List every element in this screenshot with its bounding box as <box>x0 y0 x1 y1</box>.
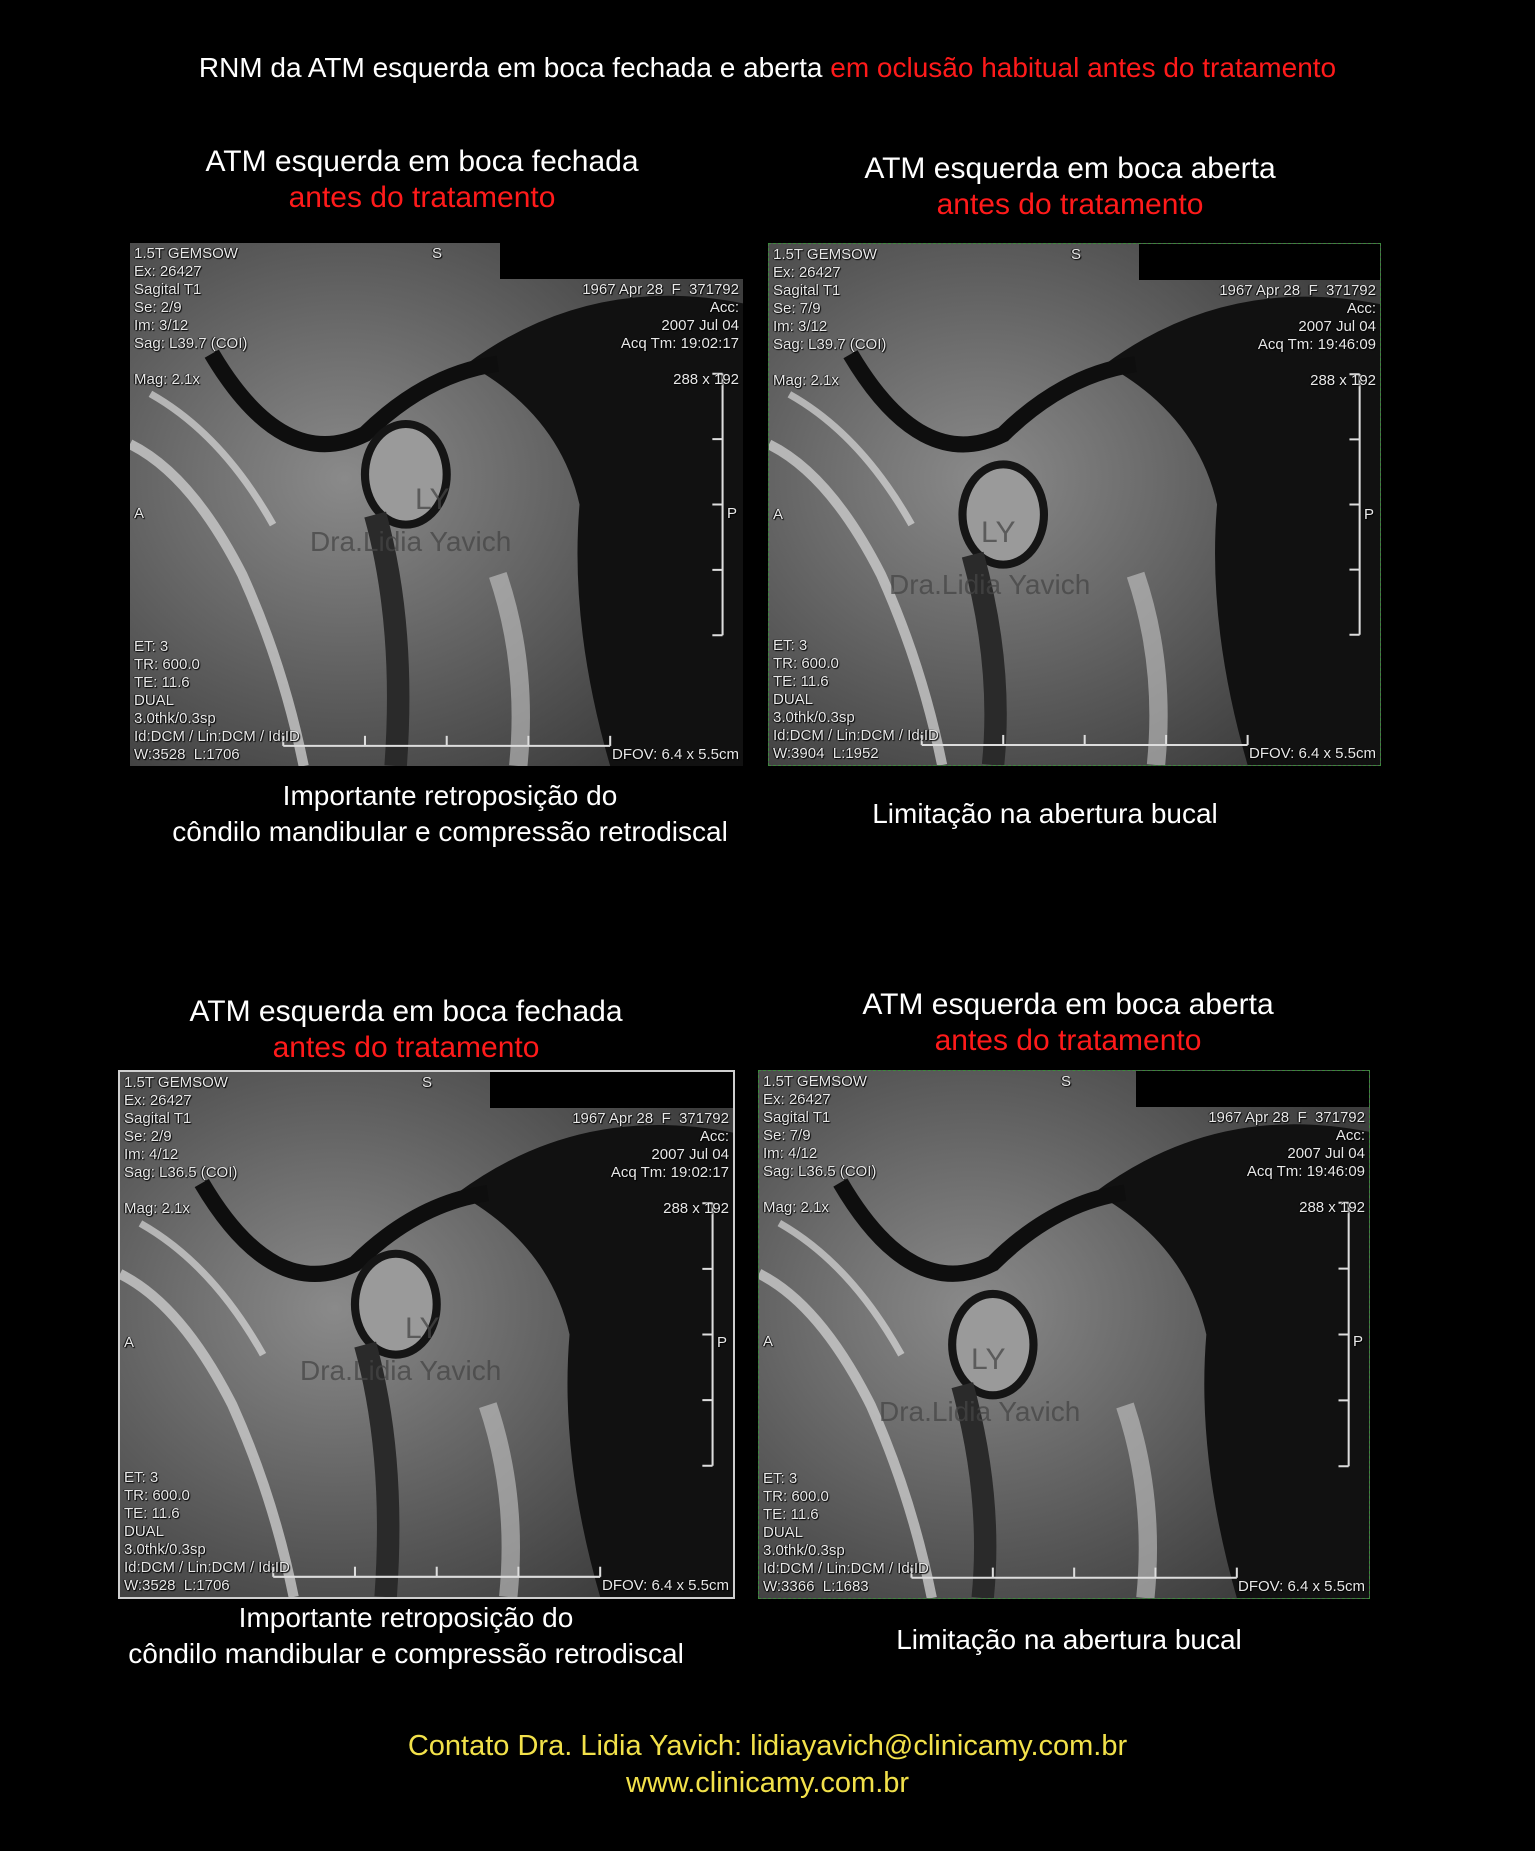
panel-subheading-text: antes do tratamento <box>936 188 1204 221</box>
scan-info-bottom-right: DFOV: 6.4 x 5.5cm <box>1249 745 1376 762</box>
scan-info-top-left: 1.5T GEMSOW Ex: 26427 Sagital T1 Se: 2/9 Im: 3/12 Sag: L39.7 (COI) Mag: 2.1x <box>134 245 248 388</box>
corner-mask <box>500 243 743 279</box>
watermark-name: Dra.Lidia Yavich <box>879 1396 1081 1427</box>
contact-website-link[interactable]: www.clinicamy.com.br <box>625 1767 910 1799</box>
panel-1-heading <box>122 144 722 216</box>
watermark-initials: LY <box>405 1312 440 1345</box>
orientation-superior-label: S <box>1061 1073 1072 1090</box>
orientation-posterior-label: P <box>726 505 737 522</box>
orientation-superior-label: S <box>422 1074 433 1091</box>
title-highlight: em oclusão habitual antes do tratamento <box>830 52 1337 83</box>
panel-3-heading <box>106 994 706 1066</box>
caption-line: côndilo mandibular e compressão retrodiscal <box>172 816 728 847</box>
scan-info-top-right: 1967 Apr 28 F 371792 Acc: 2007 Jul 04 Acq Tm: 19:02:17 288 x 192 <box>582 281 739 388</box>
scan-info-bottom-right: DFOV: 6.4 x 5.5cm <box>1238 1578 1365 1595</box>
contact-email-line[interactable]: Contato Dra. Lidia Yavich: lidiayavich@clinicamy.com.br <box>407 1730 1128 1762</box>
corner-mask <box>1136 1071 1369 1107</box>
mri-scan-2 <box>768 243 1381 766</box>
caption-line: Importante retroposição do <box>282 780 618 811</box>
scan-info-top-left: 1.5T GEMSOW Ex: 26427 Sagital T1 Se: 7/9 Im: 4/12 Sag: L36.5 (COI) Mag: 2.1x <box>763 1073 877 1216</box>
orientation-posterior-label: P <box>716 1334 727 1351</box>
panel-3-caption <box>76 1600 736 1672</box>
mri-scan-3 <box>118 1070 735 1599</box>
panel-4-heading <box>768 987 1368 1059</box>
panel-subheading-text: antes do tratamento <box>934 1024 1202 1057</box>
panel-2-heading <box>770 151 1370 223</box>
contact-block <box>0 1728 1535 1802</box>
panel-heading-text: ATM esquerda em boca aberta <box>862 988 1274 1021</box>
orientation-anterior-label: A <box>763 1333 774 1350</box>
corner-mask <box>1139 244 1380 280</box>
orientation-posterior-label: P <box>1363 506 1374 523</box>
orientation-posterior-label: P <box>1352 1333 1363 1350</box>
orientation-anterior-label: A <box>773 506 784 523</box>
mri-scan-1 <box>130 243 743 766</box>
panel-subheading-text: antes do tratamento <box>272 1031 540 1064</box>
caption-line: Importante retroposição do <box>238 1602 574 1633</box>
panel-heading-text: ATM esquerda em boca fechada <box>189 995 623 1028</box>
title-main: RNM da ATM esquerda em boca fechada e aberta <box>198 52 831 83</box>
watermark-initials: LY <box>971 1343 1006 1376</box>
corner-mask <box>490 1072 733 1108</box>
orientation-anterior-label: A <box>134 505 145 522</box>
scan-info-top-right: 1967 Apr 28 F 371792 Acc: 2007 Jul 04 Acq Tm: 19:02:17 288 x 192 <box>572 1110 729 1217</box>
scan-info-bottom-left: ET: 3 TR: 600.0 TE: 11.6 DUAL 3.0thk/0.3sp Id:DCM / Lin:DCM / Id:ID W:3528 L:1706 <box>134 638 300 763</box>
panel-1-caption <box>120 778 780 850</box>
panel-2-caption <box>780 796 1310 832</box>
watermark-initials: LY <box>981 516 1016 549</box>
panel-4-caption <box>804 1622 1334 1658</box>
mri-scan-4 <box>758 1070 1370 1599</box>
orientation-anterior-label: A <box>124 1334 135 1351</box>
scan-info-bottom-left: ET: 3 TR: 600.0 TE: 11.6 DUAL 3.0thk/0.3sp Id:DCM / Lin:DCM / Id:ID W:3904 L:1952 <box>773 637 939 762</box>
caption-line: Limitação na abertura bucal <box>896 1624 1242 1655</box>
scan-info-bottom-left: ET: 3 TR: 600.0 TE: 11.6 DUAL 3.0thk/0.3sp Id:DCM / Lin:DCM / Id:ID W:3528 L:1706 <box>124 1469 290 1594</box>
caption-line: côndilo mandibular e compressão retrodiscal <box>128 1638 684 1669</box>
caption-line: Limitação na abertura bucal <box>872 798 1218 829</box>
scan-info-bottom-right: DFOV: 6.4 x 5.5cm <box>602 1577 729 1594</box>
watermark-initials: LY <box>415 483 450 516</box>
panel-subheading-text: antes do tratamento <box>288 181 556 214</box>
panel-heading-text: ATM esquerda em boca aberta <box>864 152 1276 185</box>
scan-info-top-right: 1967 Apr 28 F 371792 Acc: 2007 Jul 04 Acq Tm: 19:46:09 288 x 192 <box>1219 282 1376 389</box>
orientation-superior-label: S <box>1071 246 1082 263</box>
scan-info-top-left: 1.5T GEMSOW Ex: 26427 Sagital T1 Se: 7/9 Im: 3/12 Sag: L39.7 (COI) Mag: 2.1x <box>773 246 887 389</box>
watermark-name: Dra.Lidia Yavich <box>300 1355 502 1386</box>
page-title <box>0 52 1535 84</box>
scan-info-top-right: 1967 Apr 28 F 371792 Acc: 2007 Jul 04 Acq Tm: 19:46:09 288 x 192 <box>1208 1109 1365 1216</box>
panel-heading-text: ATM esquerda em boca fechada <box>205 145 639 178</box>
scan-info-bottom-right: DFOV: 6.4 x 5.5cm <box>612 746 739 763</box>
orientation-superior-label: S <box>432 245 443 262</box>
scan-info-top-left: 1.5T GEMSOW Ex: 26427 Sagital T1 Se: 2/9 Im: 4/12 Sag: L36.5 (COI) Mag: 2.1x <box>124 1074 238 1217</box>
watermark-name: Dra.Lidia Yavich <box>310 526 512 557</box>
scan-info-bottom-left: ET: 3 TR: 600.0 TE: 11.6 DUAL 3.0thk/0.3sp Id:DCM / Lin:DCM / Id:ID W:3366 L:1683 <box>763 1470 929 1595</box>
watermark-name: Dra.Lidia Yavich <box>889 569 1091 600</box>
